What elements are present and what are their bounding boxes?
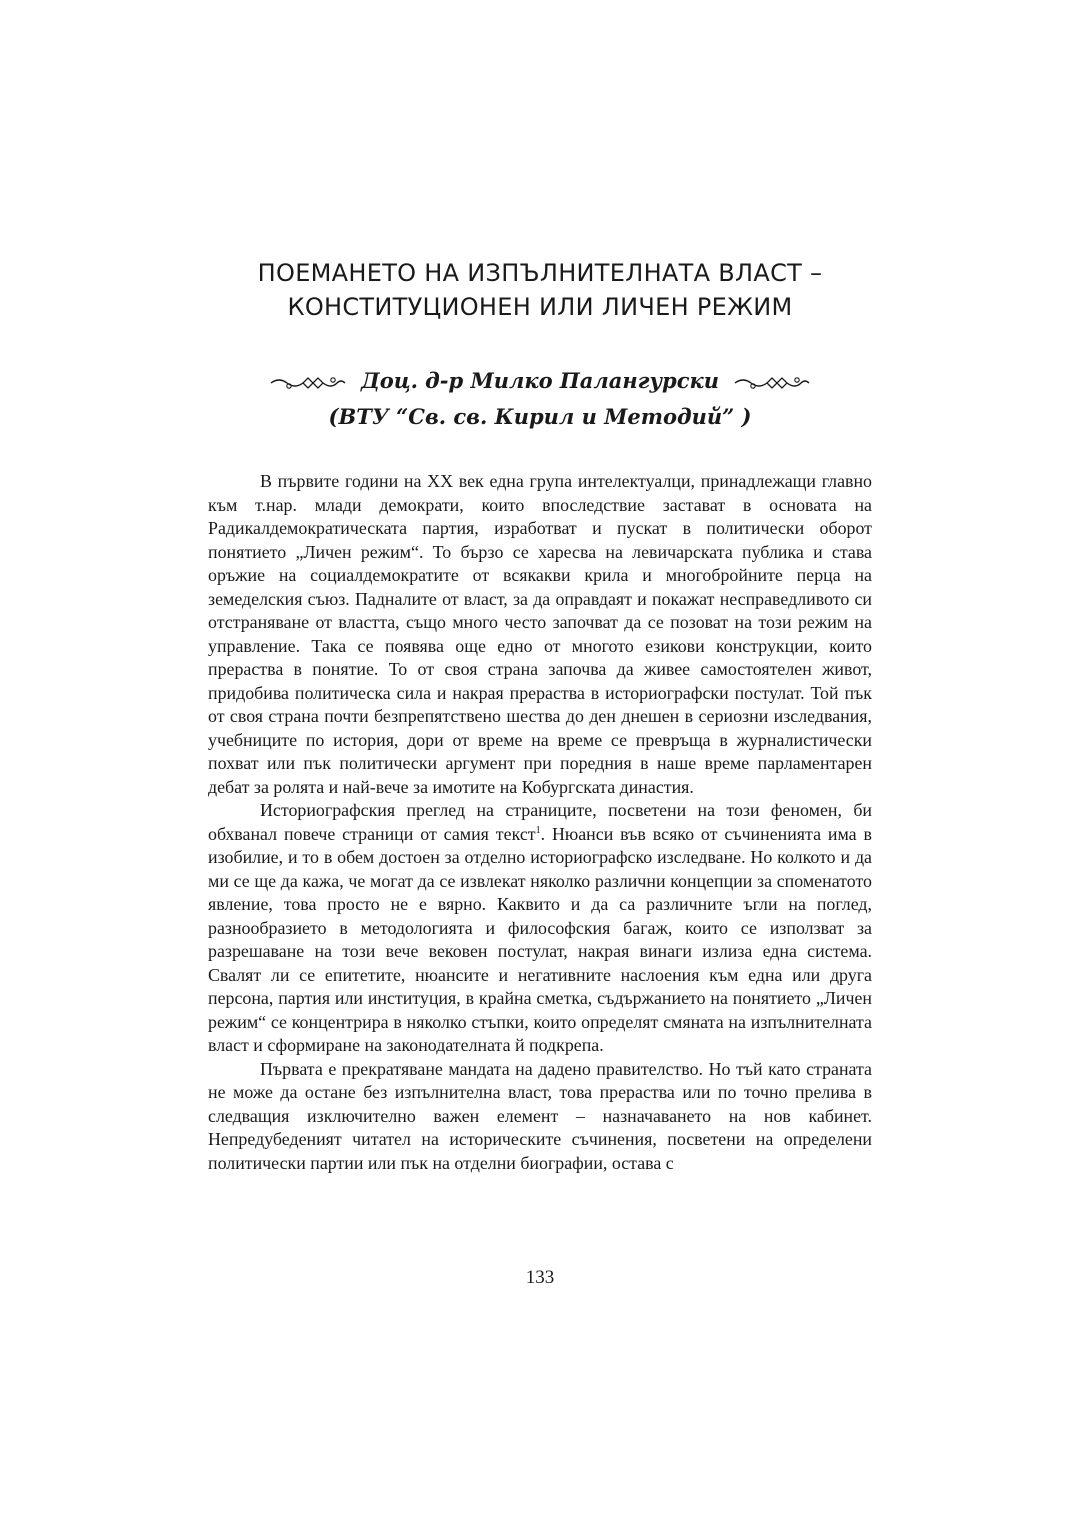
article-title-line-2: КОНСТИТУЦИОНЕН ИЛИ ЛИЧЕН РЕЖИМ — [287, 293, 793, 321]
footnote-marker[interactable]: 1 — [535, 824, 541, 836]
paragraph-2 — [208, 799, 872, 1058]
paragraph-2-text-a: Историографския преглед на страниците, посветени на този феномен, би обхванал повече страници от самия текст — [208, 800, 872, 844]
paragraph-3: Първата е прекратяване мандата на дадено правителство. Но тъй като страната не може да остане без изпълнителна власт, това прераства или по точно прелива в следващия изключително важен елемент – назначаването на нов кабинет. Непредубеденият читател на историческите съчинения, посветени на определени политически партии или пък на отделни биографии, остава с — [208, 1058, 872, 1173]
paragraph-2-text-b: . Нюанси във всяко от съчиненията има в изобилие, и то в обем достоен за отделно историографско изследване. Но колкото и да ми се ще да кажа, че могат да се извлекат няколко различни концепции за споменатото явление, това просто не е вярно. Каквито и да са различните ъгли на поглед, разнообразието в методологията и философския багаж, които се използват за разрешаване на този вече вековен постулат, накрая винаги излиза една система. Свалят ли се епитетите, нюансите и негативните наслоения към една или друга персона, партия или институция, в крайна сметка, съдържанието на понятието „Личен режим“ се концентрира в няколко стъпки, които определят смяната на изпълнителната власт и сформиране на законодателната й подкрепа. — [208, 823, 872, 1055]
author-affiliation: (ВТУ “Св. св. Кирил и Методий” ) — [328, 404, 752, 429]
author-line — [140, 364, 940, 398]
page-number: 133 — [525, 1267, 555, 1288]
article-body — [208, 470, 872, 1175]
author-name: Доц. д-р Милко Палангурски — [361, 368, 719, 393]
article-title-line-1: ПОЕМАНЕТО НА ИЗПЪЛНИТЕЛНАТА ВЛАСТ – — [257, 259, 823, 287]
ornament-left-icon — [269, 374, 347, 392]
ornament-right-icon — [733, 374, 811, 392]
paragraph-1: В първите години на XX век една група интелектуалци, принадлежащи главно към т.нар. млади демократи, които впоследствие застават в основата на Радикалдемократическата партия, изработват и пускат в политически оборот понятието „Личен режим“. То бързо се харесва на левичарската публика и става оръжие на социалдемократите от всякакви крила и многобройните перца на земеделския съюз. Падналите от власт, за да оправдаят и покажат несправедливото си отстраняване от властта, също много често започват да се позоват на този режим на управление. Така се появява още едно от многото езикови конструкции, които прераства в понятие. То от своя страна започва да живее самостоятелен живот, придобива политическа сила и накрая прераства в историографски постулат. Той пък от своя страна почти безпрепятствено шества до ден днешен в сериозни изследвания, учебниците по история, дори от време на време се превръща в журналистически похват или пък политически аргумент при поредния в наше време парламентарен дебат за ролята и най-вече за имотите на Кобургската династия. — [208, 471, 872, 797]
